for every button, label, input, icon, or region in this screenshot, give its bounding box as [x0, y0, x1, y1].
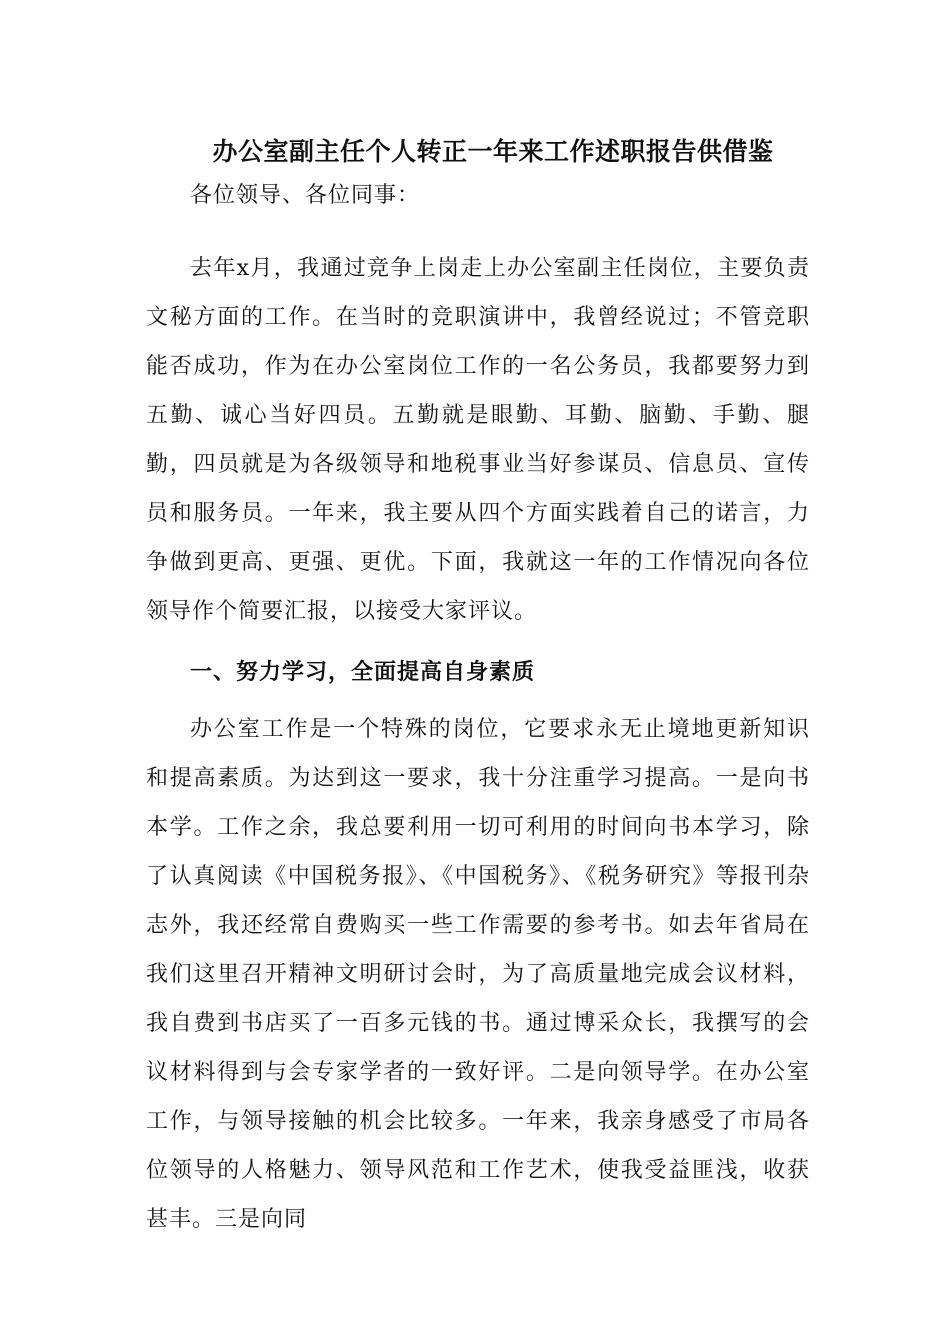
- document-title: 办公室副主任个人转正一年来工作述职报告供借鉴: [212, 137, 774, 166]
- salutation: 各位领导、各位同事：: [190, 183, 421, 208]
- section-heading: 一、努力学习，全面提高自身素质: [190, 659, 536, 685]
- section-paragraph: 办公室工作是一个特殊的岗位，它要求永无止境地更新知识和提高素质。为达到这一要求，我十分注重学习提高。一是向书本学。工作之余，我总要利用一切可利用的时间向书本学习，除了认真阅读《中国税务报》、《中国税务》、《税务研究》等报刊杂志外，我还经常自费购买一些工作需要的参考书。如去年省局在我们这里召开精神文明研讨会时，为了高质量地完成会议材料，我自费到书店买了一百多元钱的书。通过博采众长，我撰写的会议材料得到与会专家学者的一致好评。二是向领导学。在办公室工作，与领导接触的机会比较多。一年来，我亲身感受了市局各位领导的人格魅力、领导风范和工作艺术，使我受益匪浅，收获甚丰。三是向同: [146, 717, 810, 1232]
- intro-paragraph: 去年x月，我通过竞争上岗走上办公室副主任岗位，主要负责文秘方面的工作。在当时的竞职演讲中，我曾经说过；不管竞职能否成功，作为在办公室岗位工作的一名公务员，我都要努力到五勤、诚心当好四员。五勤就是眼勤、耳勤、脑勤、手勤、腿勤，四员就是为各级领导和地税事业当好参谋员、信息员、宣传员和服务员。一年来，我主要从四个方面实践着自己的诺言，力争做到更高、更强、更优。下面，我就这一年的工作情况向各位领导作个简要汇报，以接受大家评议。: [146, 256, 810, 624]
- document-body: [146, 132, 810, 1244]
